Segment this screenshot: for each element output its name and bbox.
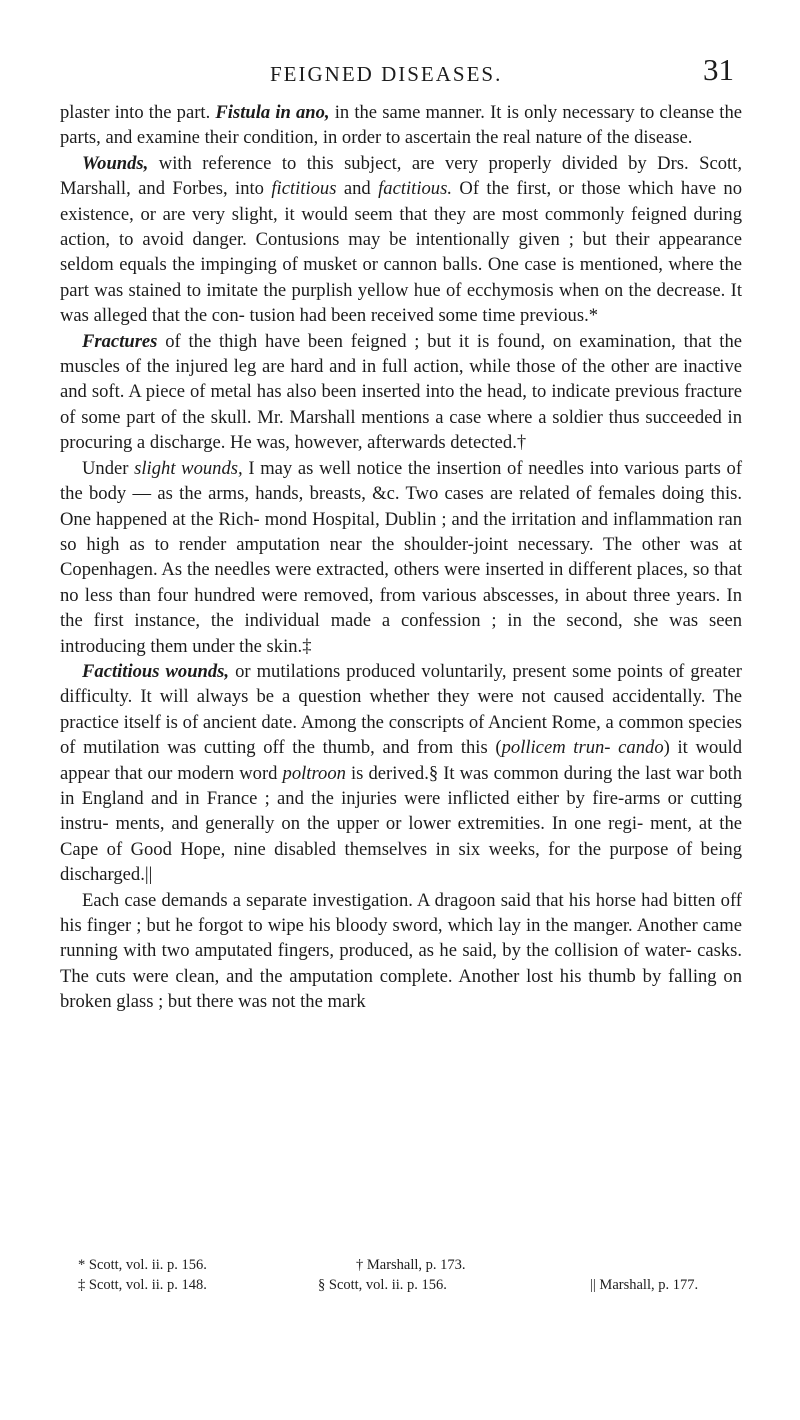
footnote-row — [78, 1275, 758, 1295]
paragraph-fistula: plaster into the part. Fistula in ano, in the same manner. It is only necessary to cleanse the parts, and examine their condition, in order to ascertain the real nature of the disease. — [60, 102, 742, 149]
page-header — [0, 52, 800, 100]
footnotes — [78, 1255, 758, 1295]
paragraph-wounds: Wounds, with reference to this subject, are very properly divided by Drs. Scott, Marshall, and Forbes, into fictitious and factitious. Of the first, or those which have no existence, or are very slight, it would seem that they are most commonly feigned during action, to avoid danger. Contusions may be intentionally given ; but their appearance seldom equals the impinging of musket or cannon balls. One case is mentioned, where the part was stained to imitate the purplish yellow hue of ecchymosis when on the decrease. It was alleged that the con- tusion had been received some time previous.* — [60, 152, 742, 327]
footnote: || Marshall, p. 177. — [590, 1277, 699, 1293]
term-poltroon: poltroon — [282, 762, 346, 784]
footnote: ‡ Scott, vol. ii. p. 148. — [78, 1277, 207, 1293]
page-number: 31 — [703, 52, 734, 87]
term-fractures: Fractures — [82, 330, 158, 352]
footnote: † Marshall, p. 173. — [356, 1257, 466, 1273]
body-text — [60, 100, 742, 1015]
paragraph-each-case: Each case demands a separate investigation. A dragoon said that his horse had bitten off his finger ; but he forgot to wipe his bloody sword, which lay in the manger. Another came running with two amputated fingers, produced, as he said, by the collision of water- casks. The cuts were clean, and the amputation complete. Another lost his thumb by falling on broken glass ; but there was not the mark — [60, 889, 742, 1013]
footnote: * Scott, vol. ii. p. 156. — [78, 1257, 207, 1273]
term-fistula: Fistula in ano, — [215, 102, 330, 123]
term-factitious-wounds: Factitious wounds, — [82, 660, 230, 682]
paragraph-slight-wounds: Under slight wounds, I may as well notice the insertion of needles into various parts of the body — as the arms, hands, breasts, &c. Two cases are related of females doing this. One happened at the Rich- mond Hospital, Dublin ; and the irritation and inflammation ran so high as to render amputation near the shoulder-joint necessary. The other was at Copenhagen. As the needles were extracted, others were inserted in different places, so that no less than four hundred were removed, from various abscesses, in about three years. In the first instance, the individual made a confession ; in the second, she was seen introducing them under the skin.‡ — [60, 457, 743, 657]
running-head: FEIGNED DISEASES. — [270, 62, 503, 86]
paragraph-factitious-wounds: Factitious wounds, or mutilations produced voluntarily, present some points of greater difficulty. It will always be a question whether they were not caused accidentally. The practice itself is of ancient date. Among the conscripts of Ancient Rome, a common species of mutilation was cutting off the thumb, and from this (pollicem trun- cando) it would appear that our modern word poltroon is derived.§ It was common during the last war both in England and in France ; and the injuries were inflicted either by fire-arms or cutting instru- ments, and generally on the upper or lower extremities. In one regi- ment, at the Cape of Good Hope, nine disabled themselves in six weeks, for the purpose of being discharged.|| — [60, 660, 742, 886]
paragraph-fractures: Fractures of the thigh have been feigned ; but it is found, on examination, that the muscles of the injured leg are hard and in full action, while those of the other are inactive and soft. A piece of metal has also been inserted into the head, to indicate previous fracture of some part of the skull. Mr. Marshall mentions a case where a soldier thus succeeded in procuring a discharge. He was, however, afterwards detected.† — [60, 330, 742, 454]
term-slight-wounds: slight wounds, — [134, 457, 243, 479]
term-factitious: factitious. — [378, 178, 452, 200]
term-wounds: Wounds, — [82, 152, 149, 174]
term-pollicem: pollicem trun- cando — [501, 737, 664, 759]
footnote-row — [78, 1255, 758, 1275]
footnote: § Scott, vol. ii. p. 156. — [318, 1277, 447, 1293]
term-fictitious: fictitious — [271, 178, 337, 200]
